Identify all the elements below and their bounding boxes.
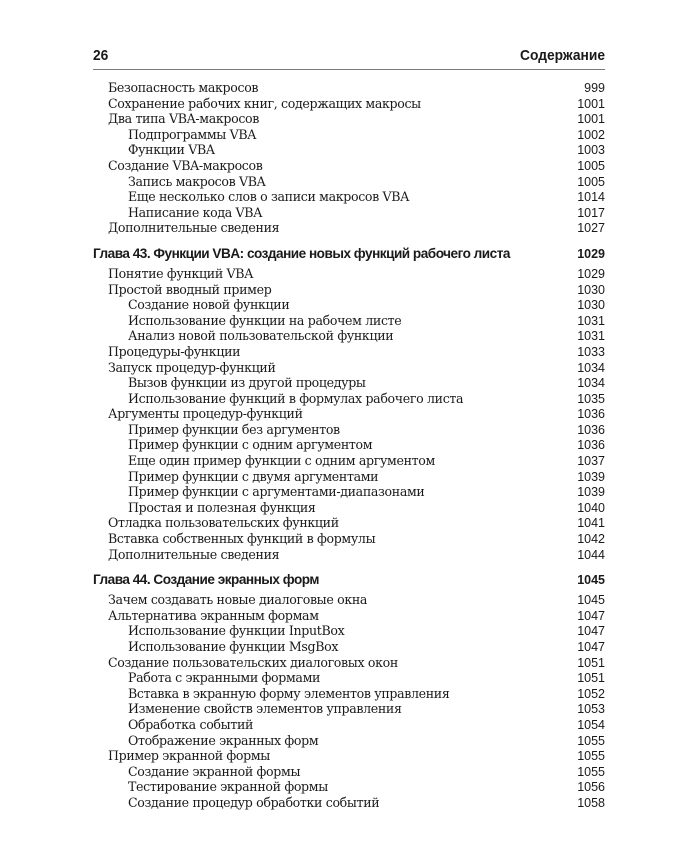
- running-header: [93, 46, 605, 66]
- toc-entry-title: Использование функции MsgBox: [128, 639, 339, 654]
- toc-entry[interactable]: [93, 80, 605, 96]
- chapter-title: Глава 43. Функции VBA: создание новых функций рабочего листа: [93, 245, 510, 261]
- toc-entry-title: Пример функции с одним аргументом: [128, 437, 373, 453]
- toc-entry[interactable]: [93, 655, 605, 671]
- toc-entry[interactable]: [93, 701, 605, 717]
- toc-entry-page: 1002: [577, 127, 605, 142]
- toc-entry-title: Безопасность макросов: [108, 80, 259, 95]
- toc-entry-page: 1001: [577, 96, 605, 111]
- toc-entry[interactable]: [93, 531, 605, 547]
- toc-entry-title: Использование функции InputBox: [128, 623, 345, 639]
- toc-entry[interactable]: [93, 282, 605, 298]
- toc-entry-title: Пример функции с аргументами-диапазонами: [128, 484, 425, 500]
- toc-entry-page: 999: [584, 81, 605, 95]
- toc-entry-page: 1044: [577, 547, 605, 562]
- toc-entry-title: Процедуры-функции: [108, 343, 241, 359]
- document-page: [93, 46, 605, 811]
- toc-entry[interactable]: [93, 592, 605, 608]
- toc-entry[interactable]: [93, 205, 605, 221]
- toc-entry-page: 1014: [577, 190, 605, 205]
- toc-entry-page: 1055: [577, 764, 605, 779]
- toc-entry-page: 1031: [577, 313, 605, 328]
- toc-entry-title: Вставка в экранную форму элементов управления: [128, 685, 450, 701]
- toc-entry[interactable]: [93, 670, 605, 686]
- toc-entry-title: Функции VBA: [128, 142, 215, 158]
- toc-entry-title: Тестирование экранной формы: [128, 779, 328, 795]
- toc-entry[interactable]: [93, 344, 605, 360]
- toc-entry-title: Изменение свойств элементов управления: [128, 701, 402, 717]
- toc-entry-page: 1045: [577, 593, 605, 608]
- toc-entry-page: 1035: [577, 391, 605, 406]
- toc-entry-page: 1042: [577, 532, 605, 547]
- toc-entry[interactable]: [93, 406, 605, 422]
- toc-entry-title: Создание процедур обработки событий: [128, 794, 380, 810]
- toc-entry[interactable]: [93, 779, 605, 795]
- chapter-page: 1029: [577, 246, 605, 261]
- toc-entry-page: 1054: [577, 717, 605, 732]
- toc-entry-title: Пример функции без аргументов: [128, 421, 340, 437]
- toc-entry-title: Создание пользовательских диалоговых окон: [108, 654, 398, 670]
- toc-chapter-43[interactable]: [93, 244, 605, 264]
- toc-entry-title: Запись макросов VBA: [128, 173, 266, 189]
- toc-entry[interactable]: [93, 158, 605, 174]
- toc-entry-page: 1051: [577, 655, 605, 670]
- toc-entry-page: 1037: [577, 454, 605, 469]
- toc-entry[interactable]: [93, 547, 605, 563]
- toc-entry-page: 1036: [577, 438, 605, 453]
- toc-entry[interactable]: [93, 639, 605, 655]
- toc-entry-page: 1040: [577, 500, 605, 515]
- toc-entry[interactable]: [93, 142, 605, 158]
- toc-entry[interactable]: [93, 469, 605, 485]
- toc-entry-title: Два типа VBA-макросов: [108, 111, 260, 127]
- toc-entry-page: 1039: [577, 485, 605, 500]
- toc-chapter-43-entries: [93, 266, 605, 562]
- toc-chapter-44-entries: [93, 592, 605, 810]
- toc-entry[interactable]: [93, 623, 605, 639]
- toc-entry-title: Сохранение рабочих книг, содержащих макросы: [108, 95, 421, 111]
- page-number: 26: [93, 47, 109, 64]
- toc-entry[interactable]: [93, 733, 605, 749]
- toc-entry[interactable]: [93, 422, 605, 438]
- toc-entry-page: 1001: [577, 112, 605, 127]
- toc-entry-page: 1030: [577, 298, 605, 313]
- toc-entry[interactable]: [93, 484, 605, 500]
- toc-entry-title: Написание кода VBA: [128, 204, 262, 220]
- toc-entry-page: 1017: [577, 205, 605, 220]
- toc-entry[interactable]: [93, 220, 605, 236]
- toc-entry-page: 1053: [577, 702, 605, 717]
- toc-entry-page: 1047: [577, 640, 605, 654]
- toc-entry-title: Зачем создавать новые диалоговые окна: [108, 592, 368, 608]
- toc-entry-title: Создание новой функции: [128, 297, 290, 313]
- section-title: Содержание: [519, 47, 606, 64]
- toc-entry-title: Еще один пример функции с одним аргументом: [128, 453, 435, 469]
- toc-entry-title: Понятие функций VBA: [108, 265, 253, 281]
- toc-entry-title: Пример функции с двумя аргументами: [128, 468, 379, 484]
- chapter-page: 1045: [577, 573, 605, 588]
- chapter-title: Глава 44. Создание экранных форм: [93, 572, 319, 588]
- toc-entry[interactable]: [93, 313, 605, 329]
- toc-entry[interactable]: [93, 608, 605, 624]
- toc-entry[interactable]: [93, 328, 605, 344]
- toc-entry[interactable]: [93, 266, 605, 282]
- toc-entry[interactable]: [93, 297, 605, 313]
- toc-entry-page: 1056: [577, 780, 605, 795]
- toc-entry[interactable]: [93, 500, 605, 516]
- toc-entry-title: Дополнительные сведения: [108, 220, 280, 236]
- toc-entry-page: 1033: [577, 344, 605, 359]
- toc-entry[interactable]: [93, 748, 605, 764]
- toc-entry[interactable]: [93, 437, 605, 453]
- toc-entry-page: 1055: [577, 733, 605, 748]
- toc-entry-title: Подпрограммы VBA: [128, 126, 256, 142]
- toc-entry-page: 1058: [577, 795, 605, 810]
- toc-entry-title: Вызов функции из другой процедуры: [128, 375, 366, 391]
- toc-entry[interactable]: [93, 375, 605, 391]
- toc-entry-page: 1005: [577, 174, 605, 189]
- toc-entry-page: 1036: [577, 422, 605, 437]
- toc-entry-page: 1052: [577, 686, 605, 701]
- toc-entry-page: 1036: [577, 407, 605, 422]
- toc-entry[interactable]: [93, 127, 605, 143]
- toc-entry-title: Альтернатива экранным формам: [108, 607, 319, 623]
- toc-entry[interactable]: [93, 453, 605, 469]
- toc-entry-title: Простая и полезная функция: [128, 499, 316, 515]
- toc-entry-title: Создание экранной формы: [128, 763, 301, 779]
- toc-entry[interactable]: [93, 189, 605, 205]
- toc-entry-title: Создание VBA-макросов: [108, 157, 263, 173]
- toc-entry-page: 1005: [577, 158, 605, 173]
- toc-entry-title: Пример экранной формы: [108, 748, 270, 764]
- toc-entry[interactable]: [93, 795, 605, 811]
- header-rule: [93, 69, 605, 70]
- toc-entry-title: Дополнительные сведения: [108, 546, 280, 562]
- toc-entry-page: 1027: [577, 221, 605, 236]
- toc-entry-page: 1003: [577, 143, 605, 158]
- toc-entry-page: 1034: [577, 360, 605, 375]
- toc-entry[interactable]: [93, 174, 605, 190]
- toc-entry[interactable]: [93, 111, 605, 127]
- toc-entry[interactable]: [93, 764, 605, 780]
- toc-entry-page: 1029: [577, 266, 605, 281]
- toc-chapter-44[interactable]: [93, 570, 605, 590]
- toc-entry-page: 1041: [577, 516, 605, 531]
- toc-entry-page: 1039: [577, 469, 605, 484]
- toc-entry-title: Обработка событий: [128, 716, 254, 732]
- toc-entry[interactable]: [93, 515, 605, 531]
- toc-entry-title: Работа с экранными формами: [128, 670, 321, 686]
- toc-entry-title: Аргументы процедур-функций: [108, 406, 303, 422]
- toc-entry-title: Анализ новой пользовательской функции: [128, 328, 394, 344]
- toc-entry[interactable]: [93, 360, 605, 376]
- toc-entry-title: Вставка собственных функций в формулы: [108, 531, 376, 547]
- toc-entry-title: Отображение экранных форм: [128, 732, 319, 748]
- toc-entry-page: 1031: [577, 329, 605, 344]
- toc-entry[interactable]: [93, 391, 605, 407]
- toc-entry-title: Использование функций в формулах рабочего листа: [128, 390, 464, 406]
- toc-entry-title: Использование функции на рабочем листе: [128, 312, 402, 328]
- table-of-contents: [93, 80, 605, 811]
- toc-entry-title: Еще несколько слов о записи макросов VBA: [128, 189, 409, 205]
- toc-entry-page: 1030: [577, 282, 605, 297]
- toc-entry[interactable]: [93, 686, 605, 702]
- toc-entry-title: Отладка пользовательских функций: [108, 515, 339, 531]
- toc-entry-title: Запуск процедур-функций: [108, 359, 276, 375]
- toc-block-continued: [93, 80, 605, 236]
- toc-entry-page: 1055: [577, 749, 605, 764]
- toc-entry[interactable]: [93, 717, 605, 733]
- toc-entry[interactable]: [93, 96, 605, 112]
- toc-entry-page: 1034: [577, 376, 605, 391]
- toc-entry-page: 1047: [577, 624, 605, 639]
- toc-entry-page: 1047: [577, 608, 605, 623]
- toc-entry-page: 1051: [577, 671, 605, 686]
- toc-entry-title: Простой вводный пример: [108, 281, 272, 297]
